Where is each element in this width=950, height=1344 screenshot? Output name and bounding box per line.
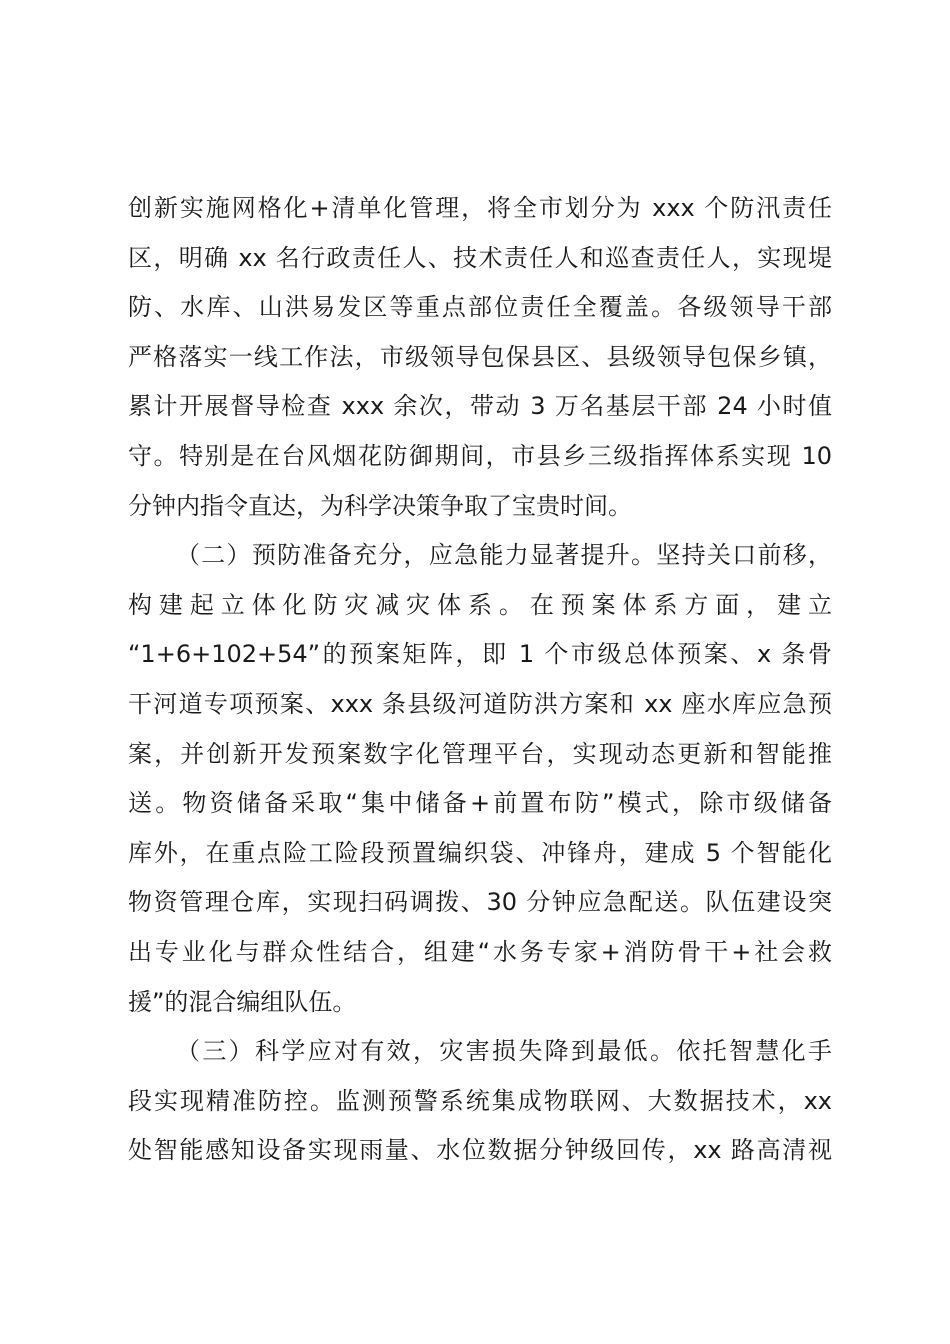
text-line: 分钟内指令直达，为科学决策争取了宝贵时间。 <box>128 491 632 520</box>
text-line: 构建起立体化防灾减灾体系。在预案体系方面，建立 <box>128 590 832 619</box>
text-line: 累计开展督导检查 xxx 余次，带动 3 万名基层干部 24 小时值 <box>128 392 832 421</box>
text-line: 干河道专项预案、xxx 条县级河道防洪方案和 xx 座水库应急预 <box>128 689 832 718</box>
text-line: 守。特别是在台风烟花防御期间，市县乡三级指挥体系实现 10 <box>128 441 832 470</box>
text-line: 案，并创新开发预案数字化管理平台，实现动态更新和智能推 <box>128 739 832 768</box>
text-line: 出专业化与群众性结合，组建“水务专家+消防骨干+社会救 <box>128 937 832 966</box>
text-line: 严格落实一线工作法，市级领导包保县区、县级领导包保乡镇， <box>128 342 832 371</box>
paragraph-2 <box>128 531 832 1027</box>
text-line: 送。物资储备采取“集中储备+前置布防”模式，除市级储备 <box>128 789 832 818</box>
text-line: 处智能感知设备实现雨量、水位数据分钟级回传，xx 路高清视 <box>128 1136 832 1165</box>
text-line: 创新实施网格化+清单化管理，将全市划分为 xxx 个防汛责任 <box>128 194 832 222</box>
text-line: （三）科学应对有效，灾害损失降到最低。依托智慧化手 <box>176 1037 832 1066</box>
paragraph-3 <box>128 1027 832 1176</box>
document-body <box>128 184 832 1176</box>
text-line: “1+6+102+54”的预案矩阵，即 1 个市级总体预案、x 条骨 <box>128 640 832 669</box>
text-line: （二）预防准备充分，应急能力显著提升。坚持关口前移， <box>176 541 832 570</box>
text-line: 库外，在重点险工险段预置编织袋、冲锋舟，建成 5 个智能化 <box>128 838 832 867</box>
text-line: 援”的混合编组队伍。 <box>128 987 357 1016</box>
text-line: 防、水库、山洪易发区等重点部位责任全覆盖。各级领导干部 <box>128 293 832 322</box>
text-line: 物资管理仓库，实现扫码调拨、30 分钟应急配送。队伍建设突 <box>128 888 832 917</box>
text-line: 区，明确 xx 名行政责任人、技术责任人和巡查责任人，实现堤 <box>128 243 832 272</box>
text-line: 段实现精准防控。监测预警系统集成物联网、大数据技术，xx <box>128 1086 832 1115</box>
paragraph-1 <box>128 184 832 531</box>
